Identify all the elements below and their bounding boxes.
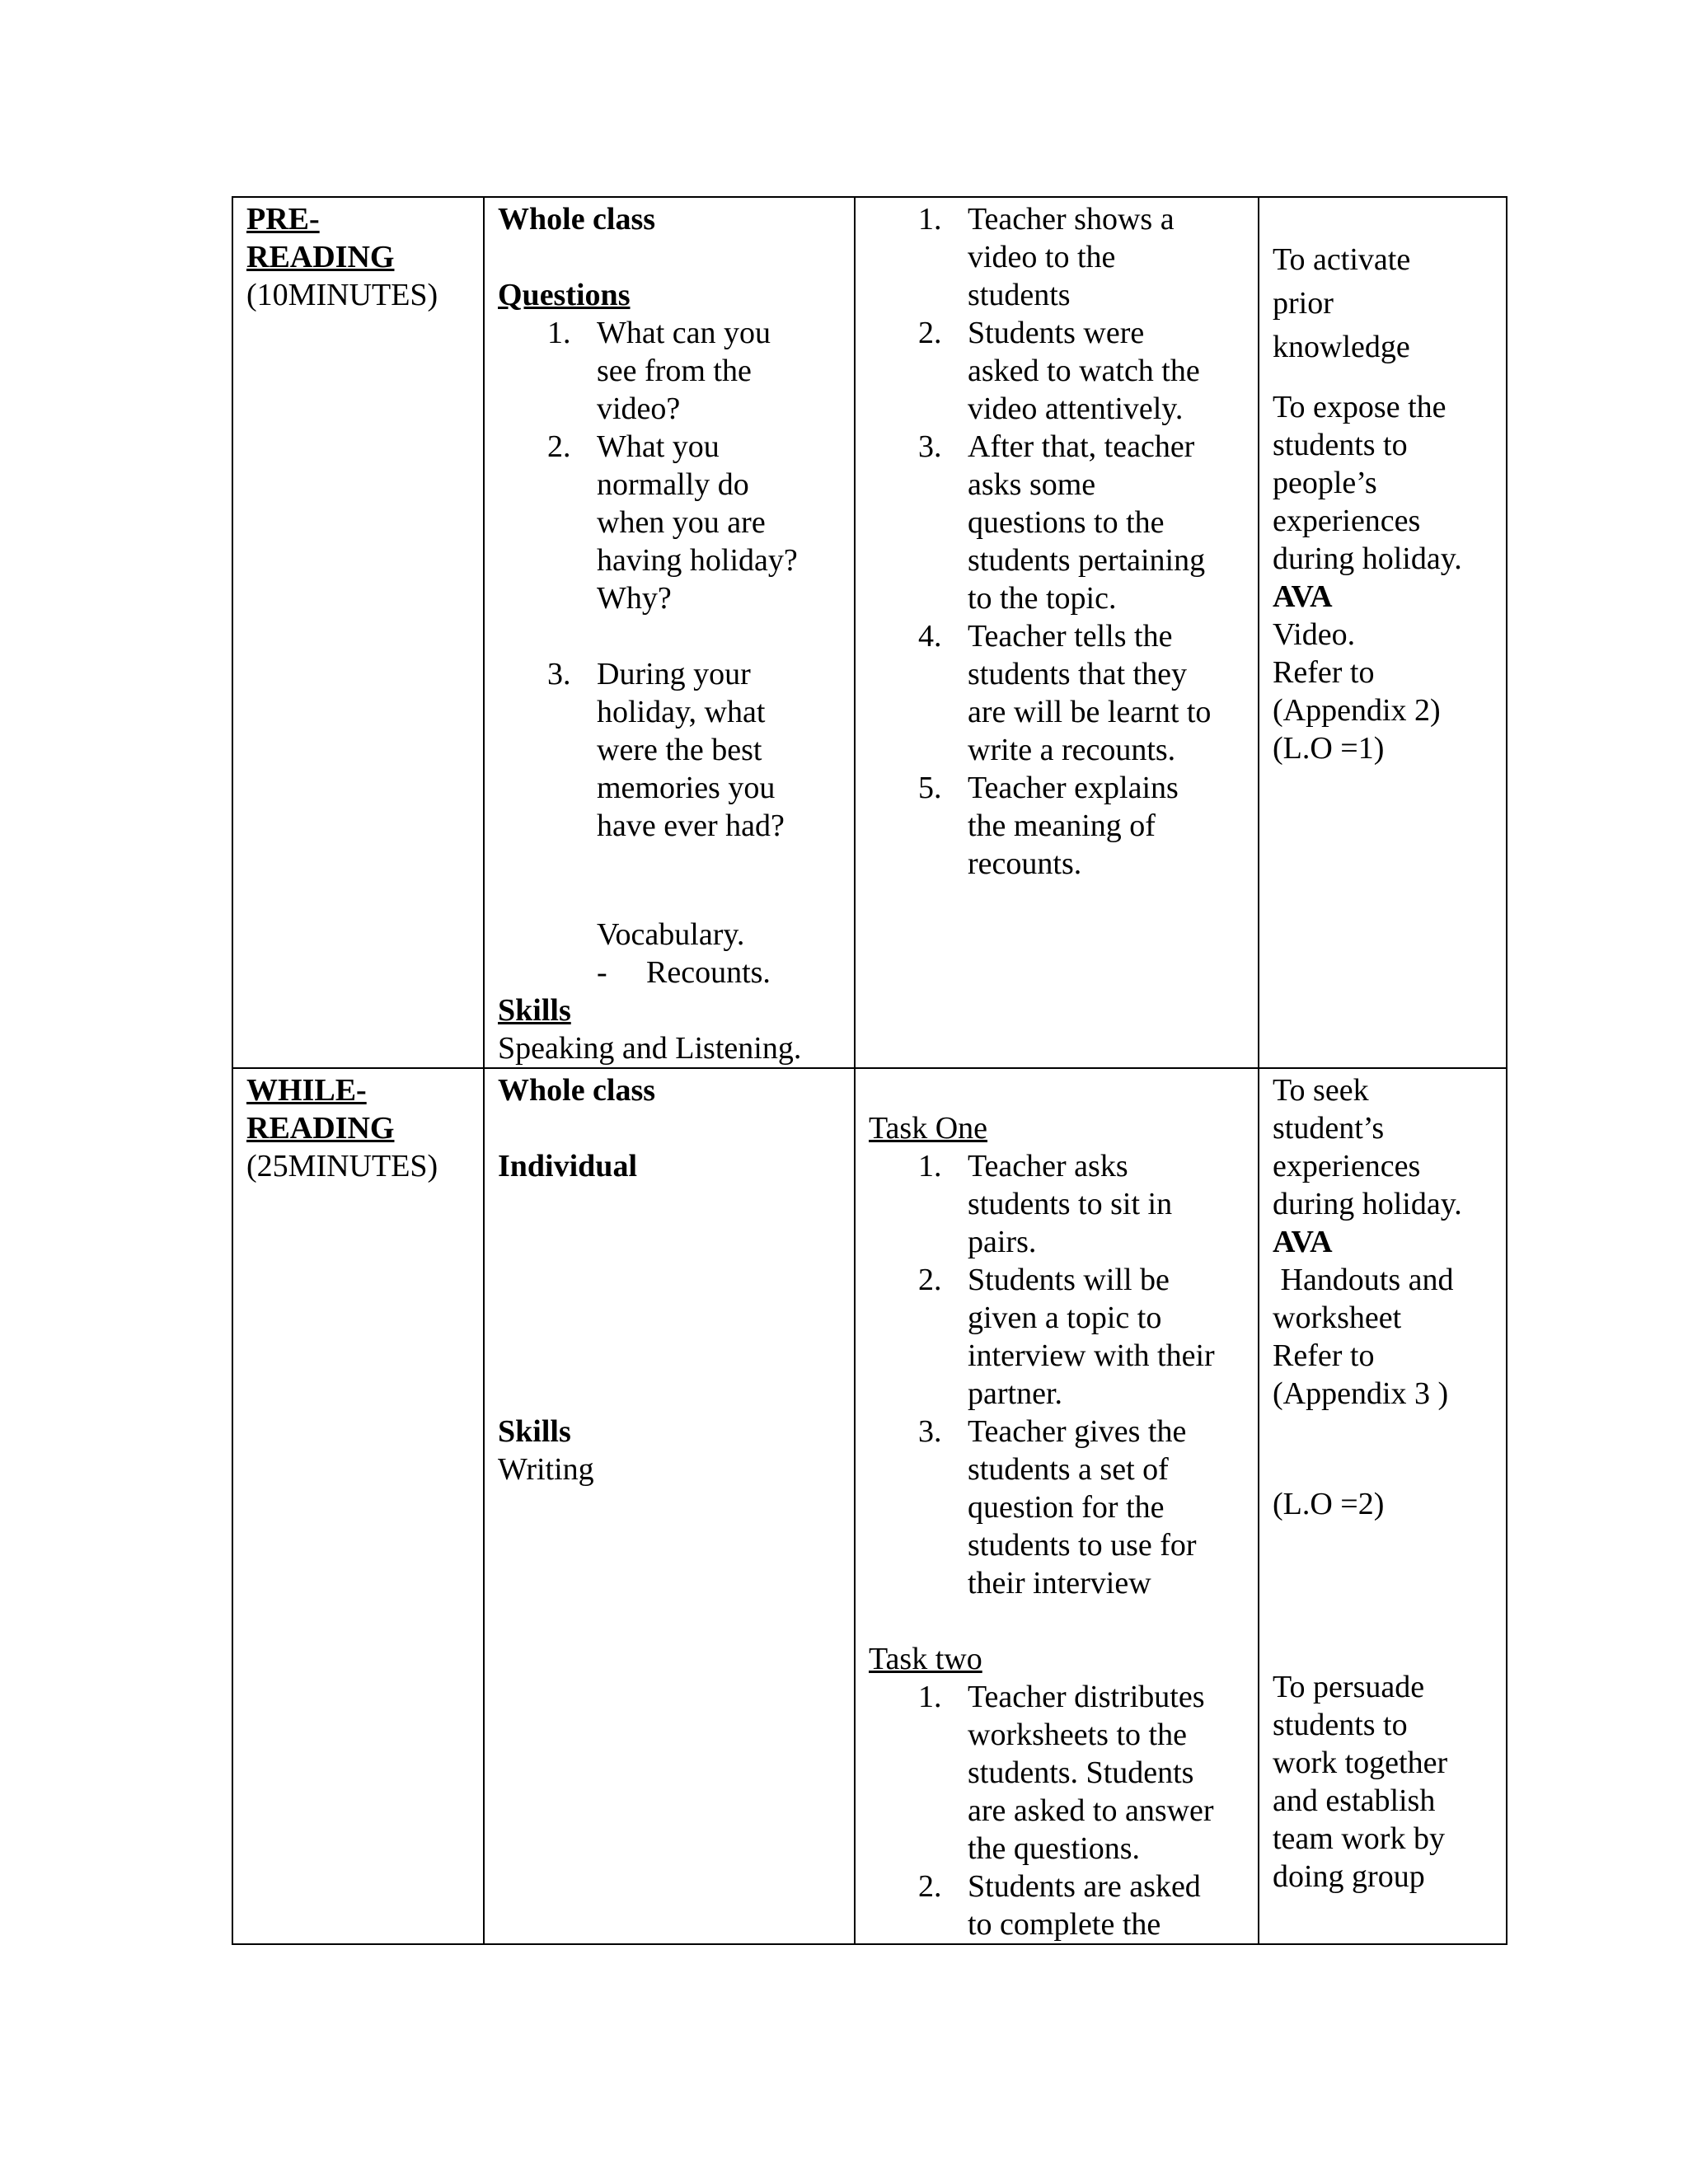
task-heading: Task One	[869, 1111, 988, 1146]
ava-line: (Appendix 2)	[1273, 693, 1441, 728]
rationale-line: during holiday.	[1273, 541, 1462, 576]
rationale-cell	[1259, 1068, 1507, 1944]
step-item: 2. Students were asked to watch the video attentively.	[918, 316, 1200, 426]
activity-cell	[855, 1068, 1259, 1944]
skills-heading: Skills	[498, 1414, 571, 1449]
organisation-cell	[484, 197, 855, 1068]
stage-title: READING	[246, 240, 395, 274]
ava-line: (L.O =1)	[1273, 731, 1385, 766]
stage-duration: (10MINUTES)	[246, 278, 438, 312]
rationale-line: experiences	[1273, 504, 1421, 538]
rationale-cell	[1259, 197, 1507, 1068]
rationale-line: knowledge	[1273, 330, 1410, 364]
rationale-line: To seek	[1273, 1073, 1369, 1108]
class-mode: Whole class	[498, 202, 656, 237]
vocabulary-item: - Recounts.	[597, 955, 771, 990]
question-item: 3. During your holiday, what were the best memories you have ever had?	[547, 657, 785, 843]
ava-line: Refer to	[1273, 1338, 1375, 1373]
step-item: 3. Teacher gives the students a set of question for the students to use for their interview	[918, 1414, 1197, 1601]
step-item: 1. Teacher shows a video to the students	[918, 202, 1175, 312]
ava-line: Video.	[1273, 617, 1356, 652]
rationale-line: To persuade	[1273, 1670, 1425, 1704]
step-item: 2. Students will be given a topic to interview with their partner.	[918, 1263, 1215, 1411]
rationale-line: during holiday.	[1273, 1187, 1462, 1221]
ava-line: worksheet	[1273, 1301, 1402, 1335]
skills-heading: Skills	[498, 993, 571, 1028]
stage-title: WHILE-	[246, 1073, 367, 1108]
rationale-line: prior	[1273, 286, 1334, 321]
vocabulary-label: Vocabulary.	[597, 917, 745, 952]
class-mode: Whole class	[498, 1073, 656, 1108]
task-heading: Task two	[869, 1642, 982, 1676]
learning-outcome: (L.O =2)	[1273, 1487, 1385, 1521]
step-item: 1. Teacher asks students to sit in pairs.	[918, 1149, 1173, 1259]
ava-line: Handouts and	[1273, 1263, 1454, 1297]
skills-text: Writing	[498, 1452, 594, 1487]
rationale-line: and establish	[1273, 1783, 1436, 1818]
questions-heading: Questions	[498, 278, 631, 312]
ava-label: AVA	[1273, 579, 1333, 614]
rationale-line: students to	[1273, 428, 1408, 462]
rationale-line: To activate	[1273, 242, 1411, 277]
stage-duration: (25MINUTES)	[246, 1149, 438, 1183]
step-item: 1. Teacher distributes worksheets to the students. Students are asked to answer the questions.	[918, 1680, 1214, 1866]
stage-title: PRE-	[246, 202, 320, 237]
step-item: 2. Students are asked to complete the	[918, 1869, 1201, 1942]
rationale-line: team work by	[1273, 1821, 1445, 1856]
lesson-plan-table	[232, 196, 1507, 1945]
class-mode: Individual	[498, 1149, 637, 1183]
stage-cell	[232, 1068, 484, 1944]
step-item: 3. After that, teacher asks some questions to the students pertaining to the topic.	[918, 429, 1206, 616]
step-item: 4. Teacher tells the students that they are will be learnt to write a recounts.	[918, 619, 1212, 767]
activity-cell	[855, 197, 1259, 1068]
question-item: 2. What you normally do when you are having holiday? Why?	[547, 429, 798, 616]
skills-text: Speaking and Listening.	[498, 1031, 802, 1066]
ava-line: Refer to	[1273, 655, 1375, 690]
rationale-line: experiences	[1273, 1149, 1421, 1183]
rationale-line: work together	[1273, 1746, 1448, 1780]
rationale-line: student’s	[1273, 1111, 1385, 1146]
stage-cell	[232, 197, 484, 1068]
organisation-cell	[484, 1068, 855, 1944]
question-item: 1. What can you see from the video?	[547, 316, 771, 426]
step-item: 5. Teacher explains the meaning of recounts.	[918, 771, 1179, 881]
table-row-pre-reading	[232, 197, 1507, 1068]
rationale-line: doing group	[1273, 1859, 1425, 1894]
ava-line: (Appendix 3 )	[1273, 1376, 1449, 1411]
rationale-line: To expose the	[1273, 390, 1447, 424]
stage-title: READING	[246, 1111, 395, 1146]
table-row-while-reading	[232, 1068, 1507, 1944]
ava-label: AVA	[1273, 1225, 1333, 1259]
rationale-line: people’s	[1273, 466, 1377, 500]
rationale-line: students to	[1273, 1708, 1408, 1742]
